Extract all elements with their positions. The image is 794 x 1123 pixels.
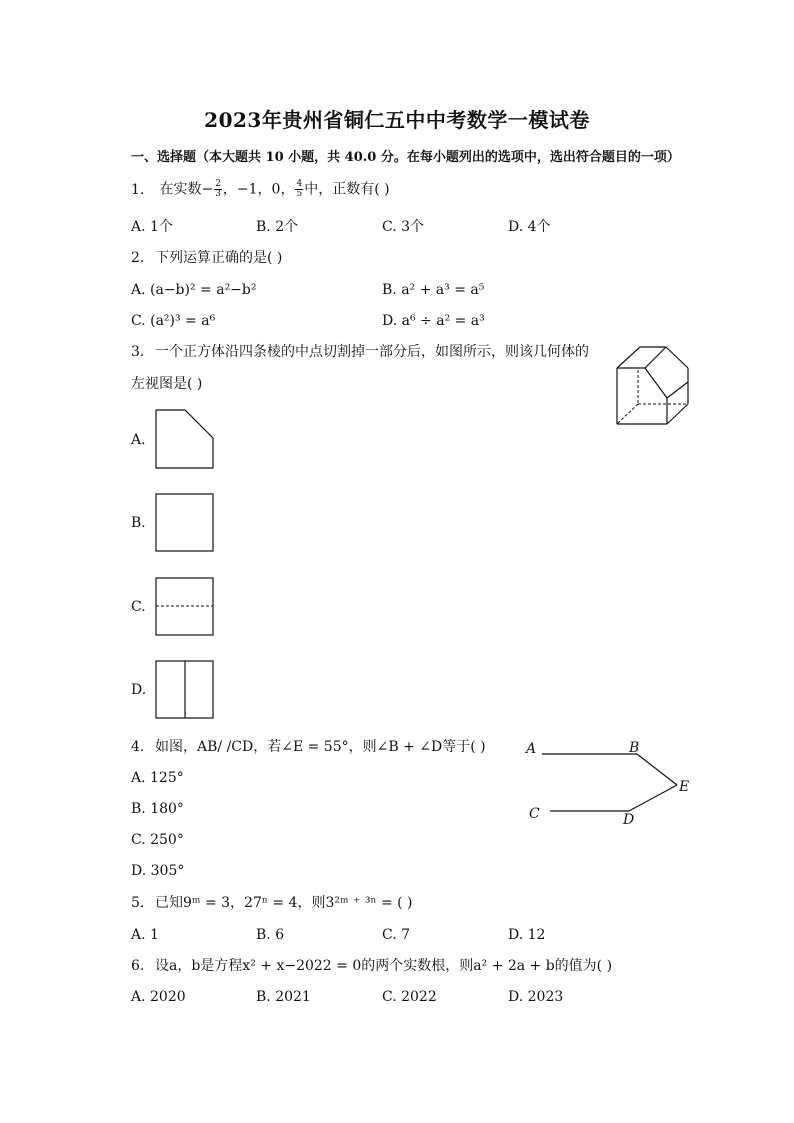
option-c[interactable]: C. 250° xyxy=(131,832,184,848)
option-b-figure[interactable] xyxy=(155,493,215,553)
option-c[interactable]: C. 3个 xyxy=(382,219,425,235)
option-b[interactable]: B. 180° xyxy=(131,801,184,817)
question-text: 设a，b是方程x² + x−2022 = 0的两个实数根，则a² + 2a + b的值为( ) xyxy=(155,958,613,974)
question-5 xyxy=(131,894,413,912)
option-c[interactable]: C. (a²)³ = a⁶ xyxy=(131,313,216,329)
question-text: 如图，AB/ /CD，若∠E = 55°，则∠B + ∠D等于( ) xyxy=(155,739,486,755)
option-d[interactable]: D. 305° xyxy=(131,863,185,879)
question-text: ，−1，0， xyxy=(222,181,295,198)
option-a[interactable]: A. 125° xyxy=(131,770,184,786)
cube-figure xyxy=(616,346,690,424)
option-a[interactable]: A. 1 xyxy=(131,927,159,943)
parallel-lines-figure xyxy=(520,738,700,828)
point-label-d: D xyxy=(623,812,635,828)
option-c[interactable]: C. xyxy=(131,599,146,615)
question-3 xyxy=(131,343,589,361)
question-number: 1. xyxy=(131,181,145,198)
option-d[interactable]: D. a⁶ ÷ a² = a³ xyxy=(382,313,485,329)
option-d[interactable]: D. xyxy=(131,682,147,698)
question-2 xyxy=(131,249,282,267)
option-b[interactable]: B. 2个 xyxy=(256,219,299,235)
question-1 xyxy=(131,180,390,199)
option-d-figure[interactable] xyxy=(155,660,215,720)
option-c-figure[interactable] xyxy=(155,577,215,637)
option-c[interactable]: C. 7 xyxy=(382,927,411,943)
question-number: 3. xyxy=(131,344,145,360)
point-label-c: C xyxy=(529,806,540,822)
option-b[interactable]: B. a² + a³ = a⁵ xyxy=(382,282,485,298)
question-text: 一个正方体沿四条棱的中点切割掉一部分后，如图所示，则该几何体的 xyxy=(155,344,589,360)
option-b[interactable]: B. 2021 xyxy=(256,989,311,1005)
question-number: 6. xyxy=(131,958,145,974)
option-a[interactable]: A. 2020 xyxy=(131,989,186,1005)
question-text-line2: 左视图是( ) xyxy=(131,376,203,392)
question-4 xyxy=(131,738,486,756)
page-title: 2023年贵州省铜仁五中中考数学一模试卷 xyxy=(204,108,590,132)
option-a-figure[interactable] xyxy=(155,409,215,469)
question-text: 下列运算正确的是( ) xyxy=(155,250,283,266)
minus-sign: − xyxy=(201,181,214,198)
fraction: $\frac{2}{3}$ xyxy=(215,179,221,199)
question-number: 4. xyxy=(131,739,145,755)
question-text: 在实数 xyxy=(159,181,202,198)
point-label-a: A xyxy=(526,741,537,757)
option-d[interactable]: D. 2023 xyxy=(508,989,564,1005)
option-b[interactable]: B. xyxy=(131,515,146,531)
question-number: 5. xyxy=(131,895,145,911)
option-b[interactable]: B. 6 xyxy=(256,927,285,943)
question-6 xyxy=(131,957,612,975)
option-a[interactable]: A. (a−b)² = a²−b² xyxy=(131,282,257,298)
option-c[interactable]: C. 2022 xyxy=(382,989,437,1005)
fraction: $\frac{4}{5}$ xyxy=(296,179,303,199)
option-a[interactable]: A. xyxy=(131,432,146,448)
option-d[interactable]: D. 12 xyxy=(508,927,546,943)
section-header: 一、选择题（本大题共 10 小题，共 40.0 分。在每小题列出的选项中，选出符合题目的一项） xyxy=(131,150,680,165)
question-number: 2. xyxy=(131,250,145,266)
option-a[interactable]: A. 1个 xyxy=(131,219,173,235)
question-text: 已知9ᵐ = 3，27ⁿ = 4，则3²ᵐ ⁺ ³ⁿ = ( ) xyxy=(155,895,413,911)
option-d[interactable]: D. 4个 xyxy=(508,219,551,235)
question-text: 中，正数有( ) xyxy=(304,181,390,198)
point-label-e: E xyxy=(679,779,690,795)
point-label-b: B xyxy=(629,740,640,756)
